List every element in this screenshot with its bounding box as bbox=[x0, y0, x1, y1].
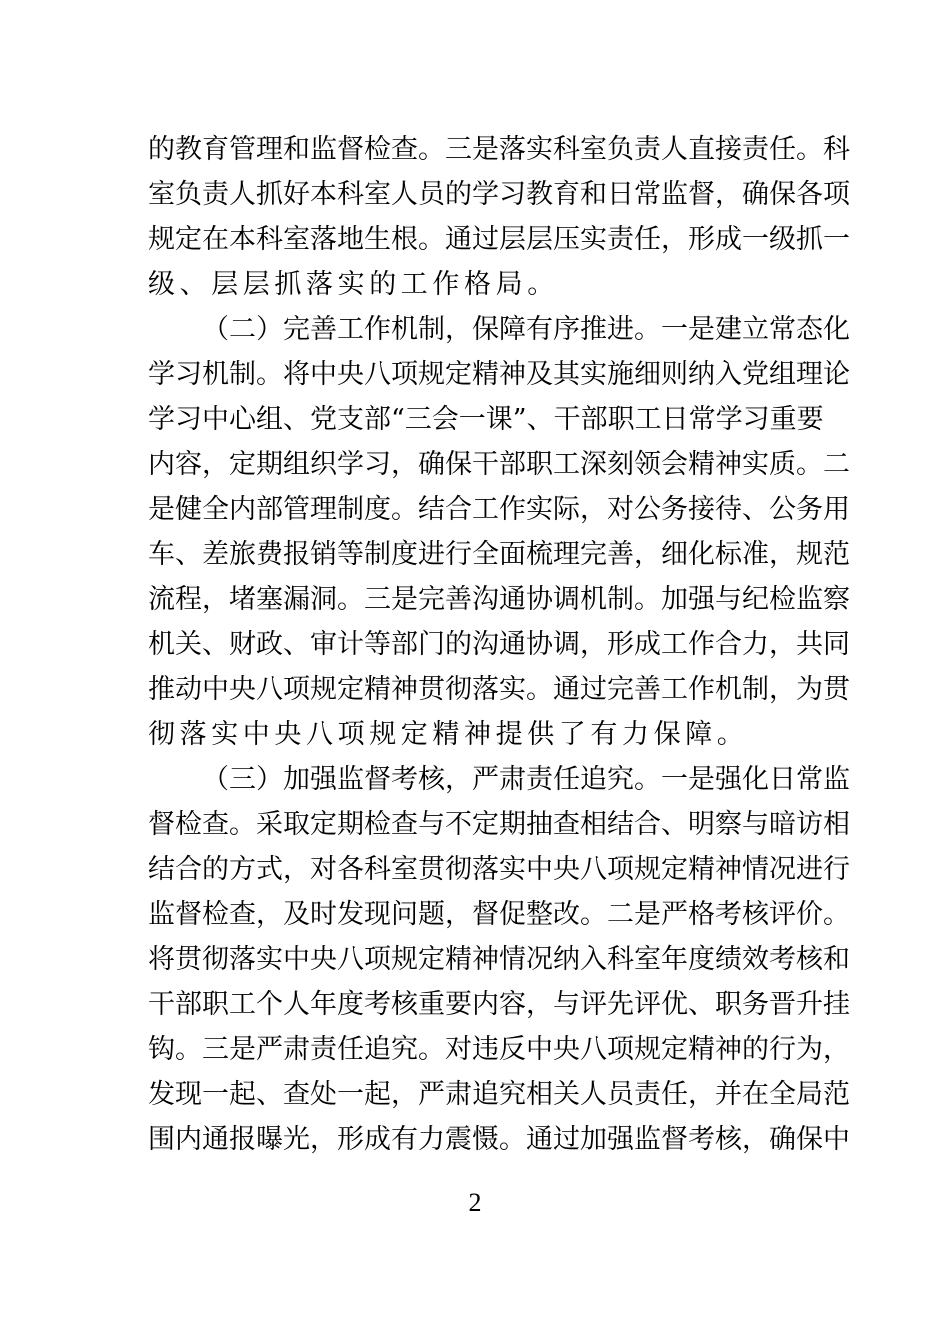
text-line: 机关、财政、审计等部门的沟通协调，形成工作合力，共同 bbox=[148, 629, 850, 660]
text-line: 干部职工个人年度考核重要内容，与评先评优、职务晋升挂 bbox=[148, 989, 850, 1020]
text-line: 流程，堵塞漏洞。三是完善沟通协调机制。加强与纪检监察 bbox=[148, 584, 850, 615]
text-line: 发现一起、查处一起，严肃追究相关人员责任，并在全局范 bbox=[148, 1079, 850, 1110]
text-line: 彻落实中央八项规定精神提供了有力保障。 bbox=[148, 719, 749, 750]
text-line: 的教育管理和监督检查。三是落实科室负责人直接责任。科 bbox=[148, 134, 850, 165]
text-line: 监督检查，及时发现问题，督促整改。二是严格考核评价。 bbox=[148, 899, 850, 930]
text-line: 督检查。采取定期检查与不定期抽查相结合、明察与暗访相 bbox=[148, 809, 850, 840]
text-line: 级、层层抓落实的工作格局。 bbox=[148, 269, 559, 300]
text-line: 钩。三是严肃责任追究。对违反中央八项规定精神的行为， bbox=[148, 1034, 850, 1065]
text-line: 内容，定期组织学习，确保干部职工深刻领会精神实质。二 bbox=[148, 449, 850, 480]
section-heading-line: （三）加强监督考核，严肃责任追究。一是强化日常监 bbox=[202, 764, 850, 795]
section-heading-line: （二）完善工作机制，保障有序推进。一是建立常态化 bbox=[202, 314, 850, 345]
text-line: 结合的方式，对各科室贯彻落实中央八项规定精神情况进行 bbox=[148, 854, 850, 885]
text-line: 推动中央八项规定精神贯彻落实。通过完善工作机制，为贯 bbox=[148, 674, 850, 705]
text-line: 围内通报曝光，形成有力震慑。通过加强监督考核，确保中 bbox=[148, 1124, 850, 1155]
text-line: 将贯彻落实中央八项规定精神情况纳入科室年度绩效考核和 bbox=[148, 944, 850, 975]
text-line: 学习中心组、党支部“三会一课”、干部职工日常学习重要 bbox=[148, 404, 824, 435]
page-number: 2 bbox=[468, 1188, 482, 1217]
text-line: 车、差旅费报销等制度进行全面梳理完善，细化标准，规范 bbox=[148, 539, 850, 570]
text-line: 规定在本科室落地生根。通过层层压实责任，形成一级抓一 bbox=[148, 224, 850, 255]
text-line: 是健全内部管理制度。结合工作实际，对公务接待、公务用 bbox=[148, 494, 850, 525]
text-line: 室负责人抓好本科室人员的学习教育和日常监督，确保各项 bbox=[148, 179, 850, 210]
text-line: 学习机制。将中央八项规定精神及其实施细则纳入党组理论 bbox=[148, 359, 850, 390]
